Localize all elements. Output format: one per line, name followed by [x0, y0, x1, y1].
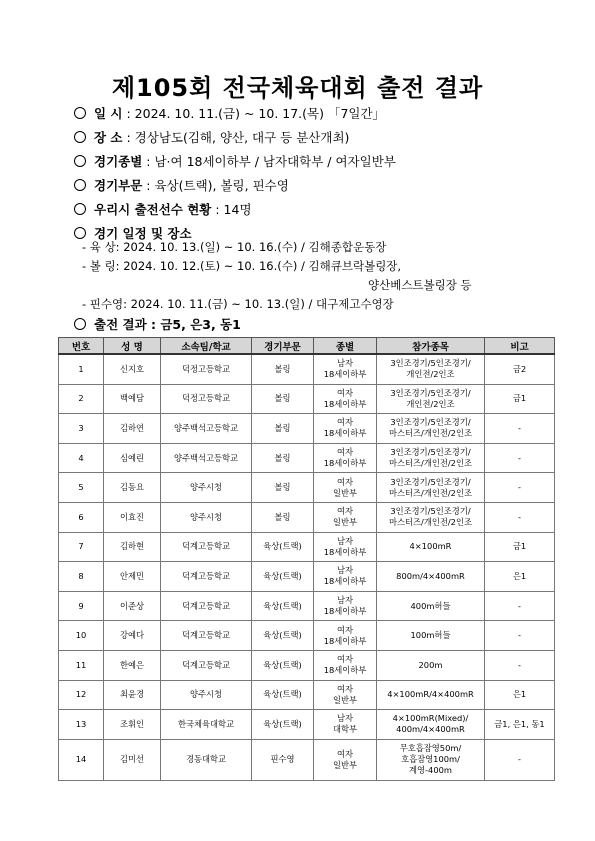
cell-event — [377, 591, 485, 621]
cell-class-line: 남자 — [336, 358, 354, 369]
cell-name: 강예다 — [104, 621, 161, 651]
cell-name: 김하연 — [104, 414, 161, 444]
cell-class-line: 18세이하부 — [323, 458, 367, 469]
cell-sport: 육상(트랙) — [252, 562, 314, 592]
table-row — [59, 443, 555, 473]
schedule-bowling: - 볼 링: 2024. 10. 12.(토) ~ 10. 16.(수) / 김해큐브락볼링장, — [82, 259, 402, 273]
cell-team: 양주시청 — [161, 473, 252, 503]
cell-event-line: 마스터즈/개인전/2인조 — [388, 487, 472, 498]
circle-bullet-icon — [74, 203, 86, 215]
cell-sport: 육상(트랙) — [252, 680, 314, 710]
schedule-finswimming: - 핀수영: 2024. 10. 11.(금) ~ 10. 13.(일) / 대구제고수영장 — [82, 297, 394, 311]
cell-note: 은1 — [485, 680, 555, 710]
cell-event-line: 4×100mR — [409, 541, 452, 552]
header-class: 종별 — [314, 338, 377, 355]
cell-event-line: 3인조경기/5인조경기/ — [390, 387, 471, 398]
cell-class — [314, 473, 377, 503]
header-team: 소속팀/학교 — [161, 338, 252, 355]
cell-class-line: 남자 — [336, 713, 354, 724]
cell-note: 금1 — [485, 384, 555, 414]
cell-note: - — [485, 621, 555, 651]
cell-event-line: 호흡잠영100m/ — [401, 754, 460, 765]
info-place: 장 소 : 경상남도(김해, 양산, 대구 등 분산개최) — [74, 128, 349, 146]
cell-number: 10 — [59, 621, 104, 651]
cell-class — [314, 739, 377, 780]
cell-class — [314, 621, 377, 651]
cell-class — [314, 354, 377, 384]
cell-event-line: 400m허들 — [410, 600, 451, 611]
cell-event — [377, 562, 485, 592]
cell-class — [314, 384, 377, 414]
cell-sport: 볼링 — [252, 502, 314, 532]
cell-event — [377, 443, 485, 473]
cell-name: 백예담 — [104, 384, 161, 414]
cell-sport: 볼링 — [252, 384, 314, 414]
table-row — [59, 591, 555, 621]
header-event: 참가종목 — [377, 338, 485, 355]
cell-class-line: 여자 — [336, 417, 354, 428]
cell-sport: 볼링 — [252, 354, 314, 384]
cell-class-line: 여자 — [336, 683, 354, 694]
cell-event — [377, 384, 485, 414]
cell-event — [377, 502, 485, 532]
info-division: 경기종별 : 남·여 18세이하부 / 남자대학부 / 여자일반부 — [74, 152, 396, 170]
cell-event-line: 마스터즈/개인전/2인조 — [388, 517, 472, 528]
circle-bullet-icon — [74, 227, 86, 239]
cell-team: 양주시청 — [161, 502, 252, 532]
cell-event — [377, 621, 485, 651]
cell-class-line: 일반부 — [332, 517, 358, 528]
cell-note: - — [485, 591, 555, 621]
cell-name: 이준상 — [104, 591, 161, 621]
cell-sport: 핀수영 — [252, 739, 314, 780]
cell-team: 덕정고등학교 — [161, 384, 252, 414]
cell-team: 양주백석고등학교 — [161, 414, 252, 444]
cell-note: - — [485, 502, 555, 532]
info-athletes: 우리시 출전선수 현황 : 14명 — [74, 200, 252, 218]
cell-sport: 볼링 — [252, 443, 314, 473]
cell-sport: 육상(트랙) — [252, 591, 314, 621]
cell-note: - — [485, 414, 555, 444]
table-row — [59, 650, 555, 680]
cell-number: 9 — [59, 591, 104, 621]
cell-team: 덕계고등학교 — [161, 562, 252, 592]
header-name: 성 명 — [104, 338, 161, 355]
cell-class — [314, 710, 377, 740]
cell-team: 덕계고등학교 — [161, 621, 252, 651]
cell-event-line: 무호흡잠영50m/ — [399, 743, 462, 754]
table-row — [59, 680, 555, 710]
cell-name: 김미선 — [104, 739, 161, 780]
schedule-athletics: - 육 상: 2024. 10. 13.(일) ~ 10. 16.(수) / 김해종합운동장 — [82, 240, 387, 254]
cell-class-line: 18세이하부 — [323, 398, 367, 409]
cell-sport: 육상(트랙) — [252, 710, 314, 740]
cell-class — [314, 414, 377, 444]
cell-name: 이효진 — [104, 502, 161, 532]
cell-class — [314, 502, 377, 532]
cell-number: 2 — [59, 384, 104, 414]
cell-event-line: 4×100mR/4×400mR — [387, 689, 474, 700]
cell-event-line: 개인전/2인조 — [406, 369, 455, 380]
circle-bullet-icon — [74, 155, 86, 167]
cell-event-line: 3인조경기/5인조경기/ — [390, 506, 471, 517]
table-row — [59, 473, 555, 503]
cell-event-line: 3인조경기/5인조경기/ — [390, 417, 471, 428]
cell-name: 안제민 — [104, 562, 161, 592]
table-row — [59, 414, 555, 444]
table-row — [59, 354, 555, 384]
table-row — [59, 532, 555, 562]
cell-event — [377, 680, 485, 710]
cell-sport: 육상(트랙) — [252, 621, 314, 651]
table-row — [59, 710, 555, 740]
cell-number: 5 — [59, 473, 104, 503]
cell-class — [314, 532, 377, 562]
cell-class-line: 18세이하부 — [323, 606, 367, 617]
cell-number: 11 — [59, 650, 104, 680]
cell-class-line: 18세이하부 — [323, 369, 367, 380]
cell-class-line: 여자 — [336, 624, 354, 635]
cell-note: 은1 — [485, 562, 555, 592]
table-header-row — [59, 338, 555, 355]
cell-class-line: 대학부 — [332, 724, 358, 735]
cell-class-line: 18세이하부 — [323, 546, 367, 557]
cell-note: - — [485, 443, 555, 473]
schedule-bowling-venue2: 양산베스트볼링장 등 — [368, 278, 472, 292]
cell-team: 덕정고등학교 — [161, 354, 252, 384]
cell-event-line: 800m/4×400mR — [396, 570, 465, 581]
cell-class-line: 여자 — [336, 654, 354, 665]
cell-note: 금2 — [485, 354, 555, 384]
cell-event-line: 200m — [418, 659, 443, 670]
cell-number: 3 — [59, 414, 104, 444]
cell-event — [377, 354, 485, 384]
cell-event — [377, 532, 485, 562]
cell-class-line: 18세이하부 — [323, 635, 367, 646]
table-row — [59, 739, 555, 780]
cell-event-line: 100m허들 — [410, 630, 451, 641]
header-note: 비고 — [485, 338, 555, 355]
circle-bullet-icon — [74, 179, 86, 191]
cell-sport: 볼링 — [252, 473, 314, 503]
cell-number: 8 — [59, 562, 104, 592]
results-table — [58, 337, 555, 781]
circle-bullet-icon — [74, 131, 86, 143]
cell-class-line: 18세이하부 — [323, 428, 367, 439]
table-row — [59, 562, 555, 592]
info-category: 경기부문 : 육상(트랙), 볼링, 핀수영 — [74, 176, 289, 194]
cell-team: 양주시청 — [161, 680, 252, 710]
cell-class-line: 여자 — [336, 387, 354, 398]
cell-team: 경동대학교 — [161, 739, 252, 780]
cell-number: 7 — [59, 532, 104, 562]
cell-class-line: 일반부 — [332, 694, 358, 705]
cell-class — [314, 443, 377, 473]
cell-event-line: 400m/4×400mR — [396, 724, 465, 735]
cell-event — [377, 414, 485, 444]
cell-number: 6 — [59, 502, 104, 532]
cell-team: 덕계고등학교 — [161, 532, 252, 562]
page-title: 제105회 전국체육대회 출전 결과 — [111, 74, 484, 102]
cell-number: 4 — [59, 443, 104, 473]
cell-number: 14 — [59, 739, 104, 780]
cell-class — [314, 680, 377, 710]
cell-team: 양주백석고등학교 — [161, 443, 252, 473]
cell-class-line: 일반부 — [332, 487, 358, 498]
cell-team: 덕계고등학교 — [161, 591, 252, 621]
header-sport: 경기부문 — [252, 338, 314, 355]
cell-name: 조휘인 — [104, 710, 161, 740]
cell-note: 금1 — [485, 532, 555, 562]
table-row — [59, 502, 555, 532]
cell-event-line: 4×100mR(Mixed)/ — [392, 713, 469, 724]
cell-class — [314, 562, 377, 592]
cell-class-line: 남자 — [336, 595, 354, 606]
cell-event-line: 3인조경기/5인조경기/ — [390, 447, 471, 458]
cell-number: 1 — [59, 354, 104, 384]
cell-event — [377, 710, 485, 740]
circle-bullet-icon — [74, 318, 86, 330]
cell-note: - — [485, 650, 555, 680]
cell-class-line: 남자 — [336, 535, 354, 546]
cell-team: 한국체육대학교 — [161, 710, 252, 740]
cell-sport: 육상(트랙) — [252, 650, 314, 680]
cell-class — [314, 591, 377, 621]
cell-class-line: 여자 — [336, 447, 354, 458]
cell-event — [377, 650, 485, 680]
cell-name: 심예린 — [104, 443, 161, 473]
result-summary: 출전 결과 : 금5, 은3, 동1 — [74, 315, 241, 333]
cell-sport: 육상(트랙) — [252, 532, 314, 562]
cell-name: 신지호 — [104, 354, 161, 384]
cell-event-line: 계영-400m — [409, 765, 452, 776]
cell-class-line: 여자 — [336, 506, 354, 517]
cell-event — [377, 473, 485, 503]
table-row — [59, 621, 555, 651]
cell-note: 금1, 은1, 동1 — [485, 710, 555, 740]
circle-bullet-icon — [74, 107, 86, 119]
cell-class — [314, 650, 377, 680]
cell-name: 최윤경 — [104, 680, 161, 710]
cell-name: 김동요 — [104, 473, 161, 503]
cell-number: 13 — [59, 710, 104, 740]
cell-event-line: 3인조경기/5인조경기/ — [390, 476, 471, 487]
cell-class-line: 여자 — [336, 476, 354, 487]
cell-class-line: 18세이하부 — [323, 576, 367, 587]
cell-note: - — [485, 739, 555, 780]
info-date: 일 시 : 2024. 10. 11.(금) ~ 10. 17.(목) 「7일간」 — [74, 104, 385, 122]
cell-class-line: 남자 — [336, 565, 354, 576]
cell-event-line: 마스터즈/개인전/2인조 — [388, 458, 472, 469]
table-row — [59, 384, 555, 414]
cell-note: - — [485, 473, 555, 503]
cell-number: 12 — [59, 680, 104, 710]
cell-name: 김하현 — [104, 532, 161, 562]
cell-event-line: 3인조경기/5인조경기/ — [390, 358, 471, 369]
cell-event — [377, 739, 485, 780]
cell-event-line: 마스터즈/개인전/2인조 — [388, 428, 472, 439]
cell-class-line: 18세이하부 — [323, 665, 367, 676]
cell-team: 덕계고등학교 — [161, 650, 252, 680]
info-schedule-heading: 경기 일정 및 장소 — [74, 224, 192, 242]
cell-class-line: 여자 — [336, 748, 354, 759]
cell-event-line: 개인전/2인조 — [406, 398, 455, 409]
cell-name: 한예은 — [104, 650, 161, 680]
cell-sport: 볼링 — [252, 414, 314, 444]
header-number: 번호 — [59, 338, 104, 355]
cell-class-line: 일반부 — [332, 759, 358, 770]
